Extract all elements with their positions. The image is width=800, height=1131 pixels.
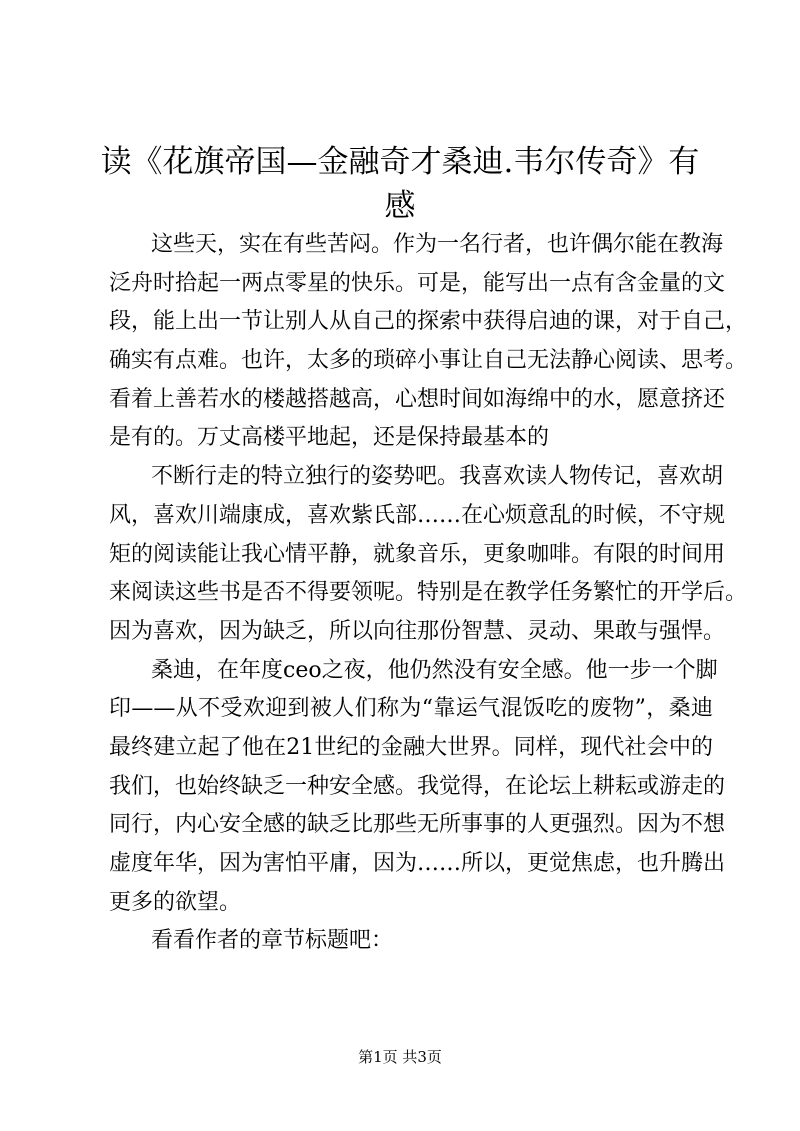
paragraph-line: 因为喜欢，因为缺乏，所以向往那份智慧、灵动、果敢与强悍。 [109,618,726,644]
paragraph-line: 最终建立起了他在21世纪的金融大世界。同样，现代社会中的 [109,734,713,760]
document-body [109,226,748,961]
paragraph-line: 段，能上出一节让别人从自己的探索中获得启迪的课，对于自己， [109,309,748,335]
page-footer [0,1047,800,1067]
document-title [100,140,700,228]
paragraph-line: 更多的欲望。 [109,889,242,915]
paragraph-line: 桑迪，在年度ceo之夜，他仍然没有安全感。他一步一个脚 [151,657,718,683]
paragraph-line: 来阅读这些书是否不得要领呢。特别是在教学任务繁忙的开学后。 [109,580,748,606]
paragraph-line: 我们，也始终缺乏一种安全感。我觉得，在论坛上耕耘或游走的 [109,773,726,799]
paragraph-line: 看看作者的章节标题吧： [151,928,394,954]
paragraph-line: 同行，内心安全感的缺乏比那些无所事事的人更强烈。因为不想 [109,812,726,838]
paragraph-line: 是有的。万丈高楼平地起，还是保持最基本的 [109,425,550,451]
paragraph-line: 虚度年华，因为害怕平庸，因为……所以，更觉焦虑，也升腾出 [109,851,726,876]
paragraph-line: 泛舟时拾起一两点零星的快乐。可是，能写出一点有含金量的文 [109,270,726,296]
paragraph-line: 这些天，实在有些苦闷。作为一名行者，也许偶尔能在教海 [151,232,724,257]
title-line-2: 感 [384,188,416,224]
paragraph-line: 不断行走的特立独行的姿势吧。我喜欢读人物传记，喜欢胡 [151,464,724,490]
title-line-1: 读《花旗帝国—金融奇才桑迪.韦尔传奇》有 [100,144,700,180]
paragraph-line: 看着上善若水的楼越搭越高，心想时间如海绵中的水，愿意挤还 [109,386,726,412]
paragraph-line: 印——从不受欢迎到被人们称为“靠运气混饭吃的废物”，桑迪 [109,696,713,722]
paragraph-line: 确实有点难。也许，太多的琐碎小事让自己无法静心阅读、思考。 [109,348,748,374]
paragraph-line: 矩的阅读能让我心情平静，就象音乐，更象咖啡。有限的时间用 [109,541,726,567]
page-number-label: 第1页 共3页 [358,1048,442,1066]
paragraph-line: 风，喜欢川端康成，喜欢紫氏部……在心烦意乱的时候，不守规 [109,502,726,528]
